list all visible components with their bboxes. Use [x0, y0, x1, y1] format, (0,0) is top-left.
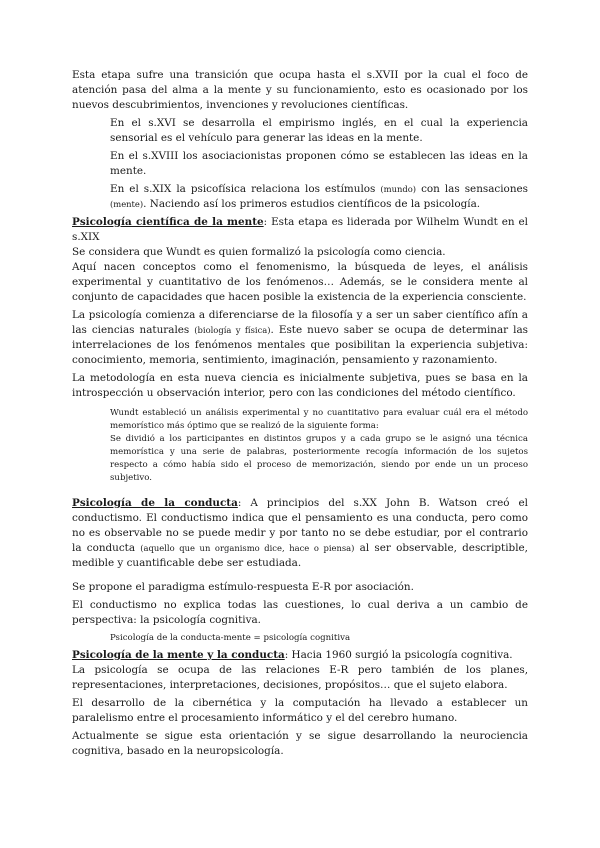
wundt-line: Se considera que Wundt es quien formalizó la psicología como ciencia.: [72, 246, 446, 258]
wundt-note-2: Se dividió a los participantes en distintos grupos y a cada grupo se le asignó una técnica memorística y una serie de palabras, posteriormente recogía información de los sujetos respecto a cómo había sido el proceso de memorización, siendo por ende un un proceso subjetivo.: [110, 434, 528, 483]
century-item-xviii: En el s.XVIII los asociacionistas proponen cómo se establecen las ideas en la mente.: [110, 150, 528, 177]
wundt-note-1: Wundt estableció un análisis experimental y no cuantitativo para evaluar cuál era el método memorístico más óptimo que se realizó de la siguiente forma:: [110, 408, 528, 431]
century-list: [110, 116, 528, 212]
mente-note: (mente): [110, 199, 144, 209]
mundo-note: (mundo): [380, 184, 417, 194]
section-scientific-heading-line: [72, 215, 528, 245]
section-heading-scientific: Psicología científica de la mente: [72, 216, 264, 228]
section-mind-intro: : Hacia 1960 surgió la psicología cognitiva.: [284, 649, 513, 661]
conduct-paragraph-3: El conductismo no explica todas las cuestiones, lo cual deriva a un cambio de perspectiva: la psicología cognitiva.: [72, 599, 528, 626]
mind-paragraph-1: La psicología se ocupa de las relaciones E-R pero también de los planes, representaciones, interpretaciones, decisiones, propósitos… que el sujeto elabora.: [72, 664, 528, 691]
century-item-xvi: En el s.XVI se desarrolla el empirismo inglés, en el cual la experiencia sensorial es el vehículo para generar las ideas en la mente.: [110, 117, 528, 144]
section-heading-mind-conduct: Psicología de la mente y la conducta: [72, 649, 285, 661]
scientific-paragraph-3: La metodología en esta nueva ciencia es inicialmente subjetiva, pues se basa en la introspección u observación interior, pero con las condiciones del método científico.: [72, 372, 528, 399]
conduct-p1-a: : A principios del s.XX John B. Watson creó el conductismo. El conductismo indica que el pensamiento es una conducta, pero como no es observable no se puede medir y por tanto no se debe estudiar, por el contrario la conducta: [72, 497, 528, 554]
conduct-paragraph-2: Se propone el paradigma estímulo-respuesta E-R por asociación.: [72, 581, 414, 593]
sci-p2-note: (biología y física): [194, 325, 271, 335]
sci-p2-a: La psicología comienza a diferenciarse de la filosofía y a ser un saber científico afín a las ciencias naturales: [72, 309, 528, 336]
conduct-p1-c: al ser observable, descriptible, medible y cuantificable debe ser estudiada.: [72, 542, 528, 569]
scientific-paragraph-1: Aquí nacen conceptos como el fenomenismo, la búsqueda de leyes, el análisis experimental y cuantitativo de los fenómenos… Además, se le considera mente al conjunto de capacidades que hacen posible la existencia de la experiencia consciente.: [72, 261, 528, 303]
intro-paragraph: Esta etapa sufre una transición que ocupa hasta el s.XVII por la cual el foco de atención pasa del alma a la mente y su funcionamiento, esto es ocasionado por los nuevos descubrimientos, invenciones y revoluciones científicas.: [72, 69, 528, 111]
sci-p2-c: . Este nuevo saber se ocupa de determinar las interrelaciones de los fenómenos mentales que posibilitan la experiencia subjetiva: conocimiento, memoria, sentimiento, imaginación, pensamiento y razonamiento.: [72, 324, 528, 366]
section-heading-conduct: Psicología de la conducta: [72, 497, 238, 509]
conduct-paragraph-1: [72, 496, 528, 571]
section-scientific-intro: : Esta etapa es liderada por Wilhelm Wundt en el s.XIX: [72, 216, 528, 243]
mind-paragraph-2: El desarrollo de la cibernética y la computación ha llevado a establecer un paralelismo entre el procesamiento informático y el del cerebro humano.: [72, 697, 528, 724]
mind-paragraph-3: Actualmente se sigue esta orientación y se sigue desarrollando la neurociencia cognitiva, basado en la neuropsicología.: [72, 730, 528, 757]
section-mind-heading-line: [72, 648, 528, 663]
conduct-formula: Psicología de la conducta-mente = psicología cognitiva: [110, 633, 351, 643]
xix-text-a: En el s.XIX la psicofísica relaciona los estímulos: [110, 183, 381, 195]
xix-text-c: con las sensaciones: [416, 183, 528, 195]
century-item-xix: [110, 182, 528, 212]
wundt-note-block: [72, 407, 528, 485]
xix-text-e: . Naciendo así los primeros estudios científicos de la psicología.: [143, 198, 481, 210]
conduct-p1-note: (aquello que un organismo dice, hace o piensa): [140, 543, 355, 553]
scientific-paragraph-2: [72, 308, 528, 368]
